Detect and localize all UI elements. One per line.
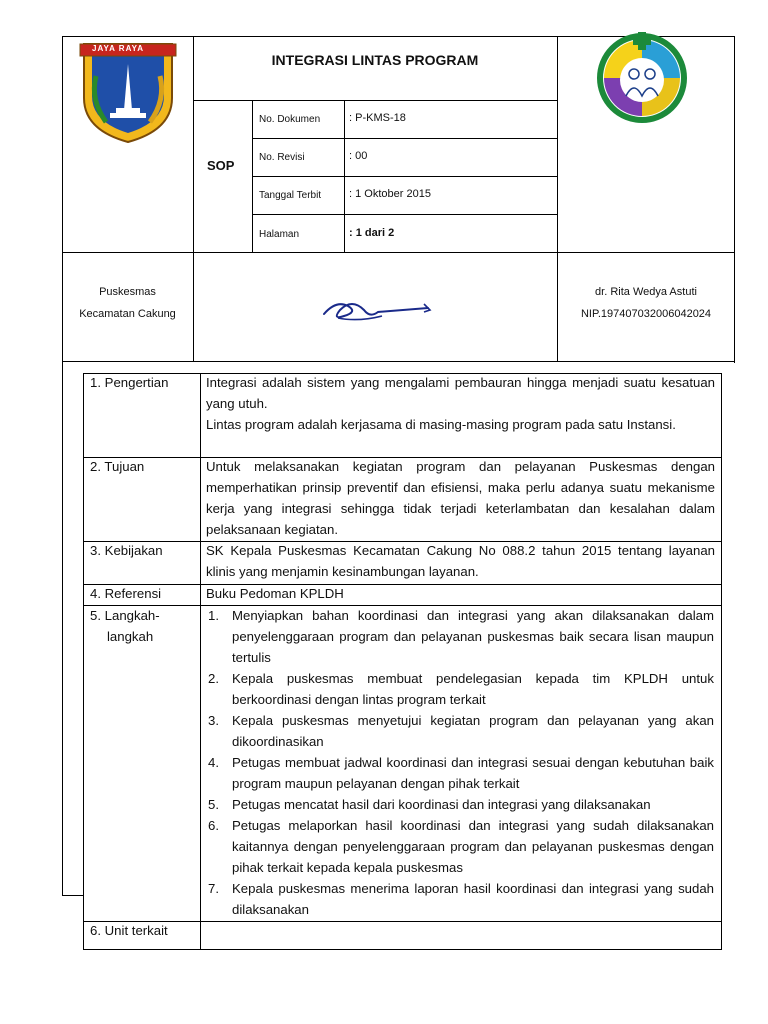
label-langkah-2: langkah (107, 629, 154, 644)
puskesmas-logo (594, 30, 690, 126)
meta-value-tanggal: : 1 Oktober 2015 (349, 188, 431, 200)
step-text: Menyiapkan bahan koordinasi dan integrasi yang akan dilaksanakan dalam penyelenggaraan program dan pelayanan puskesmas baik secara lisan maupun tertulis (232, 608, 714, 665)
step-text: Kepala puskesmas menyetujui kegiatan program dan pelayanan yang akan dikoordinasikan (232, 713, 714, 749)
label-referensi: 4. Referensi (90, 586, 162, 601)
kebijakan-text: SK Kepala Puskesmas Kecamatan Cakung No 088.2 tahun 2015 tentang layanan klinis yang menjamin kesinambungan layanan. (206, 543, 715, 579)
tujuan-text: Untuk melaksanakan kegiatan program dan pelayanan Puskesmas dengan memperhatikan prinsip preventif dan efisiensi, maka perlu adanya suatu mekanisme kerja yang integrasi sehingga tidak terjadi keterlambatan dan kesalahan dalam pelaksanaan kegiatan. (206, 459, 715, 537)
referensi-text: Buku Pedoman KPLDH (206, 586, 344, 601)
step-number: 2. (208, 671, 219, 686)
step-item (208, 878, 714, 920)
org-name-line2: Kecamatan Cakung (79, 308, 176, 320)
logo-banner-text: JAYA RAYA (92, 44, 144, 53)
meta-value-dokumen: : P-KMS-18 (349, 112, 406, 124)
step-item (208, 710, 714, 752)
meta-value-halaman: : 1 dari 2 (349, 227, 395, 239)
step-number: 5. (208, 797, 219, 812)
signer-nip: NIP.197407032006042024 (580, 308, 712, 320)
label-unit-terkait: 6. Unit terkait (90, 923, 168, 938)
step-text: Petugas membuat jadwal koordinasi dan integrasi sesuai dengan kebutuhan baik program maupun pelayanan dengan pihak terkait (232, 755, 714, 791)
meta-label-halaman: Halaman (259, 229, 300, 240)
sop-label: SOP (207, 158, 235, 173)
step-item (208, 605, 714, 668)
label-langkah-1: 5. Langkah- (90, 608, 160, 623)
signature-image (318, 292, 434, 326)
step-text: Kepala puskesmas menerima laporan hasil koordinasi dan integrasi yang sudah dilaksanakan (232, 881, 714, 917)
step-text: Petugas mencatat hasil dari koordinasi dan integrasi yang dilaksanakan (232, 797, 651, 812)
step-text: Kepala puskesmas membuat pendelegasian kepada tim KPLDH untuk berkoordinasi dengan lintas program terkait (232, 671, 714, 707)
pengertian-p2: Lintas program adalah kerjasama di masing-masing program pada satu Instansi. (206, 417, 676, 432)
step-item (208, 668, 714, 710)
meta-value-revisi: : 00 (349, 150, 368, 162)
step-text: Petugas melaporkan hasil koordinasi dan integrasi yang sudah dilaksanakan kaitannya dengan penyelenggaraan program dan pelayanan puskesmas dengan pihak terkait kepada kepala puskesmas (232, 818, 714, 875)
label-tujuan: 2. Tujuan (90, 459, 145, 474)
step-number: 3. (208, 713, 219, 728)
meta-label-revisi: No. Revisi (259, 152, 305, 163)
pengertian-p1: Integrasi adalah sistem yang mengalami pembauran hingga menjadi suatu kesatuan yang utuh. (206, 375, 715, 411)
step-item (208, 794, 714, 815)
step-number: 7. (208, 881, 219, 896)
meta-label-tanggal: Tanggal Terbit (259, 190, 322, 201)
org-name-line1: Puskesmas (99, 286, 156, 298)
meta-label-dokumen: No. Dokumen (259, 114, 321, 125)
step-number: 1. (208, 608, 219, 623)
step-item (208, 752, 714, 794)
jaya-raya-logo (76, 40, 180, 144)
step-number: 4. (208, 755, 219, 770)
label-kebijakan: 3. Kebijakan (90, 543, 163, 558)
signer-name: dr. Rita Wedya Astuti (595, 286, 697, 298)
page-title: INTEGRASI LINTAS PROGRAM (271, 52, 479, 68)
step-number: 6. (208, 818, 219, 833)
step-item (208, 815, 714, 878)
label-pengertian: 1. Pengertian (90, 375, 169, 390)
